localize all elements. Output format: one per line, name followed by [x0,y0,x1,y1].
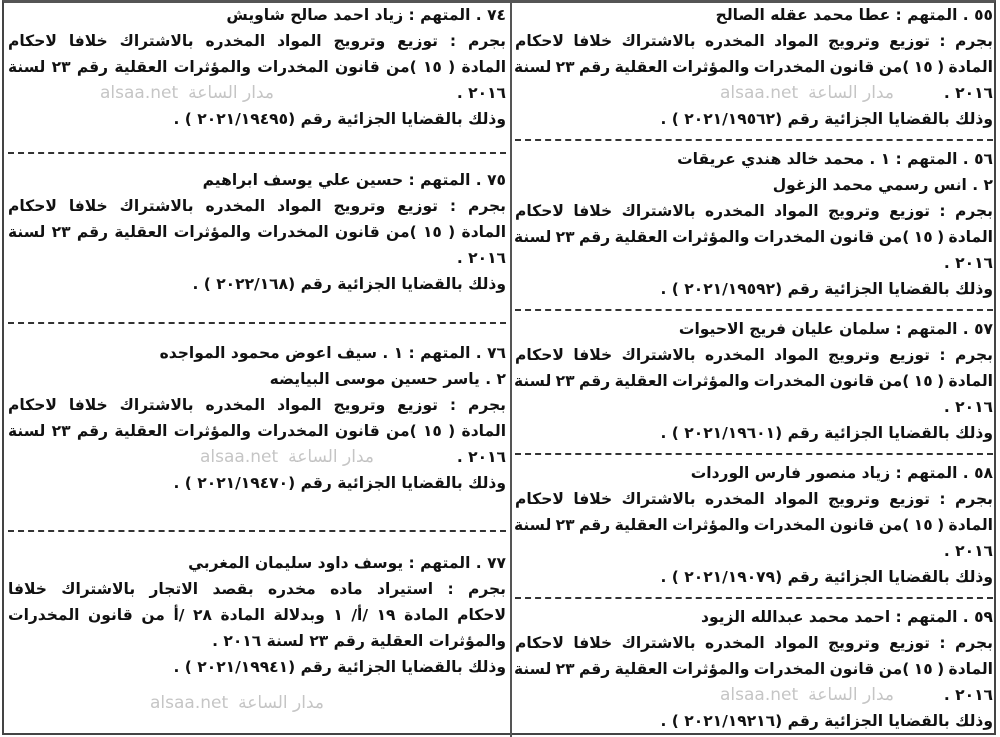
case-number-line: وذلك بالقضايا الجزائية رقم (٢٠٢١/١٩٥٦٢ ) . [660,110,993,128]
entry-heading: ٧٦ . المتهم : ١ . سيف اعوض محمود المواجده [159,344,506,362]
watermark-latin: alsaa.net [200,447,279,467]
entry-text-line: لاحكام المادة ١٩ /أ/ ١ وبدلالة المادة ٢٨ /أ من قانون المخدرات [8,606,507,624]
entry-text-line: ٢٠١٦ . [943,686,993,704]
dashed-separator [515,453,993,455]
entry-text-line: والمؤثرات العقلية رقم ٢٣ لسنة ٢٠١٦ . [212,632,506,650]
dashed-separator [515,597,993,599]
case-number-line: وذلك بالقضايا الجزائية رقم (٢٠٢٢/١٦٨ ) . [192,275,506,293]
case-number-line: وذلك بالقضايا الجزائية رقم (٢٠٢١/١٩٢١٦ ) . [660,712,993,730]
watermark-latin: alsaa.net [100,83,179,103]
entry-heading: ٥٧ . المتهم : سلمان عليان فريج الاحيوات [678,320,993,338]
entry-text-line: ٢٠١٦ . [456,249,506,267]
entry-text-line: ٢ . ياسر حسين موسى البيايضه [269,370,506,388]
accused-entry [8,2,506,132]
entry-text-line: ٢٠١٦ . [943,398,993,416]
entry-text-line: ٢٠١٦ . [943,84,993,102]
case-number-line: وذلك بالقضايا الجزائية رقم (٢٠٢١/١٩٤٩٥ ) . [173,110,506,128]
entry-text-line: بجرم : توزيع وترويج المواد المخدره بالاشتراك خلافا لاحكام [8,197,506,215]
entry-text-line: المادة ( ١٥ )من قانون المخدرات والمؤثرات العقلية رقم ٢٣ لسنة [8,422,507,440]
dashed-separator [8,152,506,154]
entry-heading: ٥٩ . المتهم : احمد محمد عبدالله الزيود [701,608,993,626]
watermark-arabic: مدار الساعة [188,83,275,103]
entry-text-line: ٢٠١٦ . [456,84,506,102]
watermark-latin: alsaa.net [720,83,799,103]
accused-entry [8,167,506,297]
entry-text-line: بجرم : توزيع وترويج المواد المخدره بالاشتراك خلافا لاحكام [515,346,993,364]
entry-text-line: بجرم : توزيع وترويج المواد المخدره بالاشتراك خلافا لاحكام [515,490,993,508]
watermark-arabic: مدار الساعة [808,685,895,705]
accused-entry [8,340,506,496]
dashed-separator [515,139,993,141]
entry-heading: ٧٤ . المتهم : زياد احمد صالح شاويش [226,6,506,24]
entry-text-line: ٢٠١٦ . [943,542,993,560]
entry-heading: ٥٨ . المتهم : زياد منصور فارس الوردات [690,464,993,482]
entry-text-line: بجرم : توزيع وترويج المواد المخدره بالاشتراك خلافا لاحكام [8,396,506,414]
entry-heading: ٥٥ . المتهم : عطا محمد عقله الصالح [715,6,993,24]
dashed-separator [515,309,993,311]
entry-text-line: المادة ( ١٥ )من قانون المخدرات والمؤثرات العقلية رقم ٢٣ لسنة [513,516,993,534]
entry-text-line: بجرم : استيراد ماده مخدره بقصد الاتجار بالاشتراك خلافا [8,580,506,598]
watermark-latin: alsaa.net [150,693,229,713]
entry-heading: ٧٥ . المتهم : حسين علي يوسف ابراهيم [202,171,506,189]
accused-entry [515,146,993,302]
entry-text-line: المادة ( ١٥ )من قانون المخدرات والمؤثرات العقلية رقم ٢٣ لسنة [8,58,507,76]
watermark-arabic: مدار الساعة [288,447,375,467]
accused-entry [515,460,993,590]
entry-text-line: ٢ . انس رسمي محمد الزغول [772,176,993,194]
watermark-arabic: مدار الساعة [808,83,895,103]
case-number-line: وذلك بالقضايا الجزائية رقم (٢٠٢١/١٩٥٩٢ ) . [660,280,993,298]
watermark-arabic: مدار الساعة [238,693,325,713]
case-number-line: وذلك بالقضايا الجزائية رقم (٢٠٢١/١٩٤٧٠ ) . [173,474,506,492]
accused-entry [515,604,993,734]
entry-text-line: المادة ( ١٥ )من قانون المخدرات والمؤثرات العقلية رقم ٢٣ لسنة [8,223,507,241]
entry-text-line: المادة ( ١٥ )من قانون المخدرات والمؤثرات العقلية رقم ٢٣ لسنة [513,58,993,76]
column-divider [510,0,512,737]
accused-entry [515,316,993,446]
dashed-separator [8,530,506,532]
entry-text-line: المادة ( ١٥ )من قانون المخدرات والمؤثرات العقلية رقم ٢٣ لسنة [513,372,993,390]
entry-text-line: ٢٠١٦ . [456,448,506,466]
accused-entry [8,550,506,680]
accused-entry [515,2,993,132]
entry-text-line: المادة ( ١٥ )من قانون المخدرات والمؤثرات العقلية رقم ٢٣ لسنة [513,228,993,246]
entry-text-line: بجرم : توزيع وترويج المواد المخدره بالاشتراك خلافا لاحكام [8,32,506,50]
entry-text-line: بجرم : توزيع وترويج المواد المخدره بالاشتراك خلافا لاحكام [515,32,993,50]
entry-text-line: المادة ( ١٥ )من قانون المخدرات والمؤثرات العقلية رقم ٢٣ لسنة [513,660,993,678]
case-number-line: وذلك بالقضايا الجزائية رقم (٢٠٢١/١٩٠٧٩ ) . [660,568,993,586]
entry-heading: ٧٧ . المتهم : يوسف داود سليمان المغربي [188,554,506,572]
entry-text-line: بجرم : توزيع وترويج المواد المخدره بالاشتراك خلافا لاحكام [515,202,993,220]
case-number-line: وذلك بالقضايا الجزائية رقم (٢٠٢١/١٩٩٤١ ) . [173,658,506,676]
entry-heading: ٥٦ . المتهم : ١ . محمد خالد هندي عريقات [677,150,993,168]
watermark-latin: alsaa.net [720,685,799,705]
entry-text-line: بجرم : توزيع وترويج المواد المخدره بالاشتراك خلافا لاحكام [515,634,993,652]
case-number-line: وذلك بالقضايا الجزائية رقم (٢٠٢١/١٩٦٠١ ) . [660,424,993,442]
dashed-separator [8,322,506,324]
entry-text-line: ٢٠١٦ . [943,254,993,272]
